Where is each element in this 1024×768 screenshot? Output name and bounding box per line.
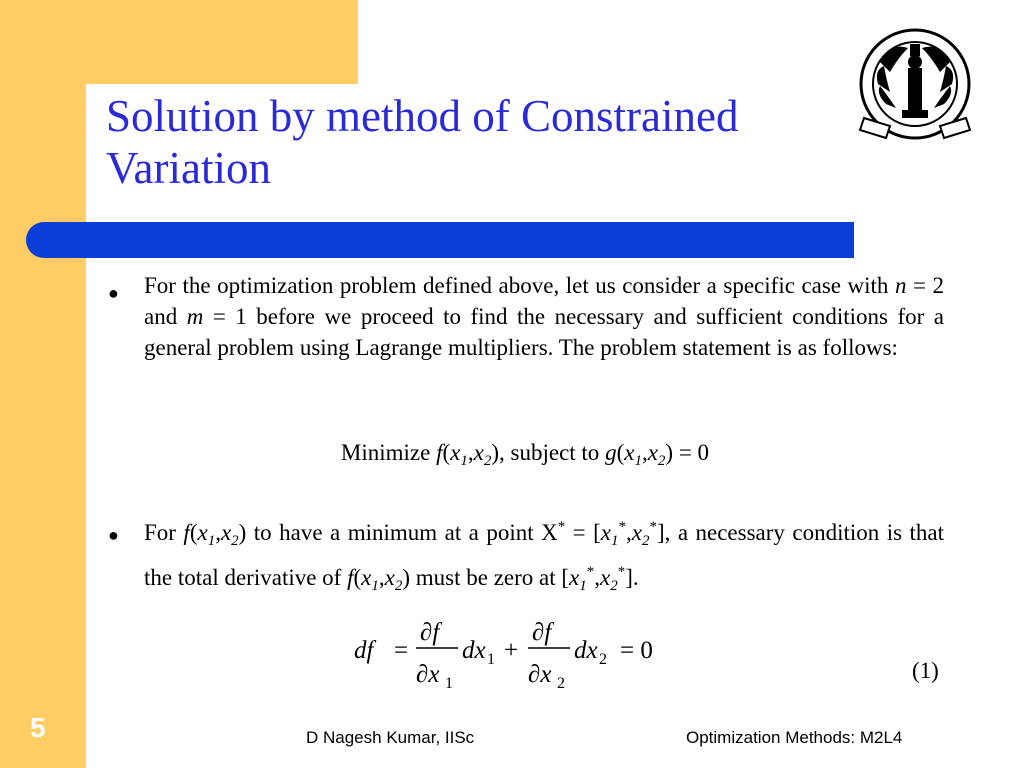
bullet-dot: ● (108, 525, 119, 545)
problem-statement: Minimize $f(x_1,x_2)$, subject to $g(x_1,x_2) = 0$ (340, 440, 710, 469)
eq-dx-2-sub: 2 (599, 651, 607, 668)
eq-partial-f-2: ∂f (532, 619, 552, 646)
eq-partial-x-2-sub: 2 (557, 675, 565, 692)
slide-title: Solution by method of Constrained Variation (106, 91, 739, 193)
eq-dx-1-sub: 1 (487, 651, 495, 668)
equation-number: (1) (912, 658, 939, 683)
iisc-logo (850, 22, 980, 152)
left-decorative-band (0, 0, 86, 768)
page-number: 5 (30, 712, 46, 743)
eq-zero: = 0 (620, 637, 653, 664)
top-decorative-band (0, 0, 358, 84)
eq-partial-f-1: ∂f (420, 619, 440, 646)
eq-dx-1: dx (462, 637, 486, 664)
bullet-intro-text: For the optimization problem defined above, let us consider a specific case with n = 2 and m = 1 before we proceed to find the necessary and sufficient conditions for a general problem using Lagrange multipliers. The problem statement is as follows: (144, 273, 944, 360)
eq-partial-x-1-sub: 1 (445, 675, 453, 692)
total-derivative-equation (350, 612, 680, 692)
bullet-dot: ● (108, 283, 119, 303)
title-underline-bar (26, 222, 854, 258)
footer-author: D Nagesh Kumar, IISc (306, 728, 475, 747)
footer-course: Optimization Methods: M2L4 (686, 728, 903, 747)
eq-equals: = (394, 637, 409, 664)
bullet-condition (108, 512, 944, 602)
eq-df: df (354, 637, 374, 664)
bullet-condition-text: For $f(x_1,x_2)$ to have a minimum at a point $X^* = [x_1^*,x_2^*]$, a necessary condition is that the total derivative of $f(x_1,x_2)$ must be zero at $[x_1^*,x_2^*]$. (144, 519, 944, 594)
eq-partial-x-1: ∂x (416, 661, 440, 688)
eq-plus: + (504, 637, 519, 664)
eq-partial-x-2: ∂x (528, 661, 552, 688)
bullet-intro (108, 270, 944, 363)
eq-dx-2: dx (574, 637, 598, 664)
